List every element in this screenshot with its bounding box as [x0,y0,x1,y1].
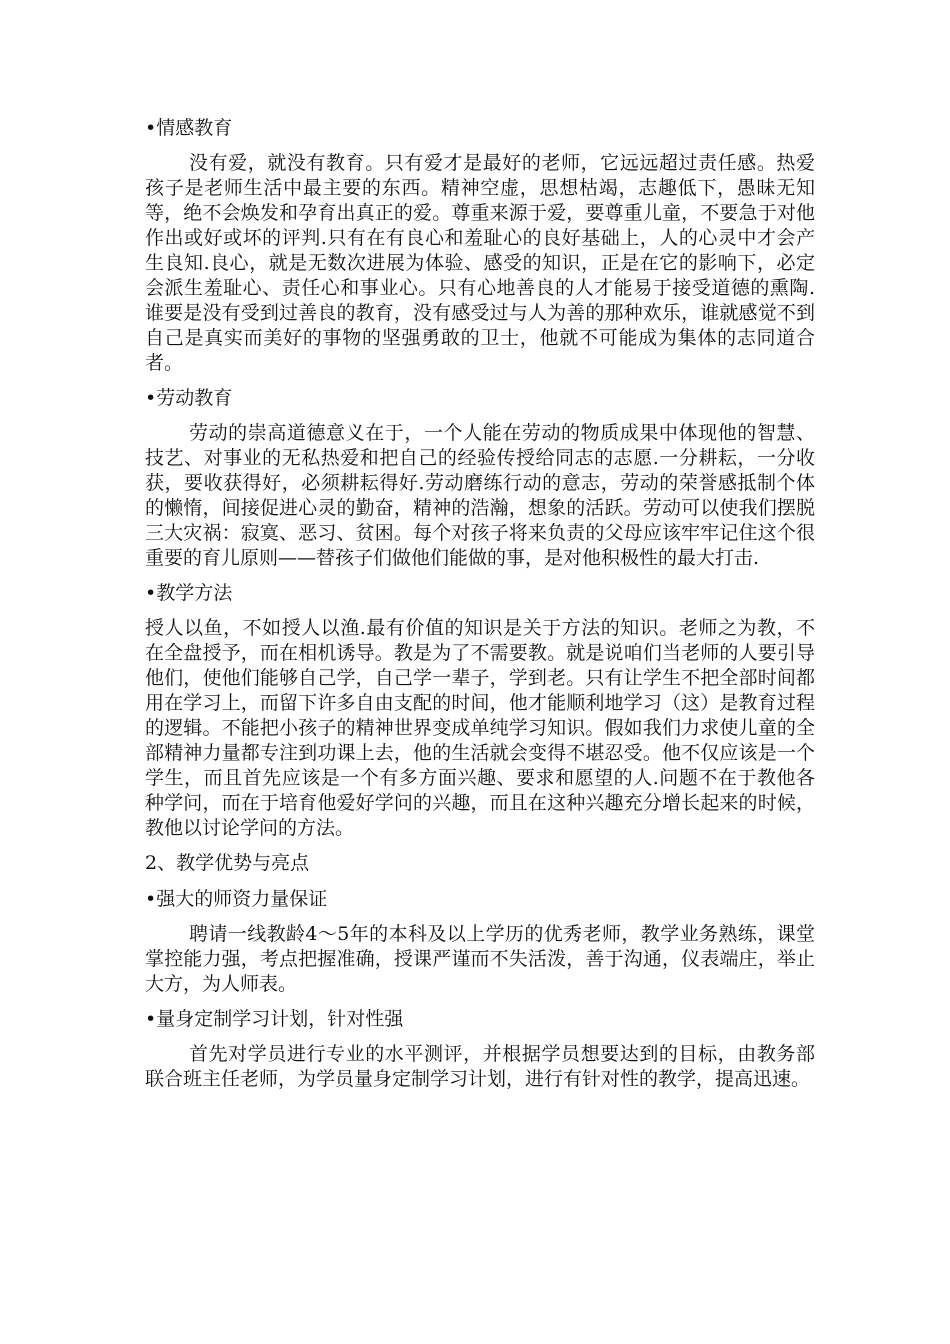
section-heading-teaching-advantages: 2、教学优势与亮点 [145,852,310,874]
paragraph-labor-education: 劳动的崇高道德意义在于，一个人能在劳动的物质成果中体现他的智慧、技艺、对事业的无私热爱和把自己的经验传授给同志的志愿.一分耕耘，一分收获，要收获得好，必须耕耘得好.劳动磨练行动的意志，劳动的荣誉感抵制个体的懒惰，间接促进心灵的勤奋，精神的浩瀚，想象的活跃。劳动可以使我们摆脱三大灾祸：寂寞、恶习、贫困。每个对孩子将来负责的父母应该牢牢记住这个很重要的育儿原则——替孩子们做他们能做的事，是对他积极性的最大打击. [145,422,815,569]
section-heading-labor-education: •劳动教育 [145,387,233,409]
paragraph-teaching-method: 授人以鱼，不如授人以渔.最有价值的知识是关于方法的知识。老师之为教，不在全盘授予，而在相机诱导。教是为了不需要教。就是说咱们当老师的人要引导他们，使他们能够自己学，自己学一辈子，学到老。只有让学生不把全部时间都用在学习上，而留下许多自由支配的时间，他才能顺利地学习（这）是教育过程的逻辑。不能把小孩子的精神世界变成单纯学习知识。假如我们力求使儿童的全部精神力量都专注到功课上去，他的生活就会变得不堪忍受。他不仅应该是一个学生，而且首先应该是一个有多方面兴趣、要求和愿望的人.问题不在于教他各种学问，而在于培育他爱好学问的兴趣，而且在这种兴趣充分增长起来的时候，教他以讨论学问的方法。 [145,617,815,839]
paragraph-custom-plan: 首先对学员进行专业的水平测评，并根据学员想要达到的目标，由教务部联合班主任老师，为学员量身定制学习计划，进行有针对性的教学，提高迅速。 [145,1043,815,1090]
section-heading-teaching-method: •教学方法 [145,582,233,604]
section-heading-emotion-education: •情感教育 [145,117,233,139]
section-heading-custom-plan: •量身定制学习计划，针对性强 [145,1008,404,1030]
section-heading-teaching-staff: •强大的师资力量保证 [145,888,328,910]
paragraph-teaching-staff: 聘请一线教龄4～5年的本科及以上学历的优秀老师，教学业务熟练，课堂掌控能力强，考点把握准确，授课严谨而不失活泼，善于沟通，仪表端庄，举止大方，为人师表。 [145,923,815,995]
paragraph-emotion-education: 没有爱，就没有教育。只有爱才是最好的老师，它远远超过责任感。热爱孩子是老师生活中最主要的东西。精神空虚，思想枯竭，志趣低下，愚昧无知等，绝不会焕发和孕育出真正的爱。尊重来源于爱，要尊重儿童，不要急于对他作出或好或坏的评判.只有在有良心和羞耻心的良好基础上，人的心灵中才会产生良知.良心，就是无数次进展为体验、感受的知识，正是在它的影响下，必定会派生羞耻心、责任心和事业心。只有心地善良的人才能易于接受道德的熏陶.谁要是没有受到过善良的教育，没有感受过与人为善的那种欢乐，谁就感觉不到自己是真实而美好的事物的坚强勇敢的卫士，他就不可能成为集体的志同道合者。 [145,152,815,374]
document-page [145,115,815,1101]
